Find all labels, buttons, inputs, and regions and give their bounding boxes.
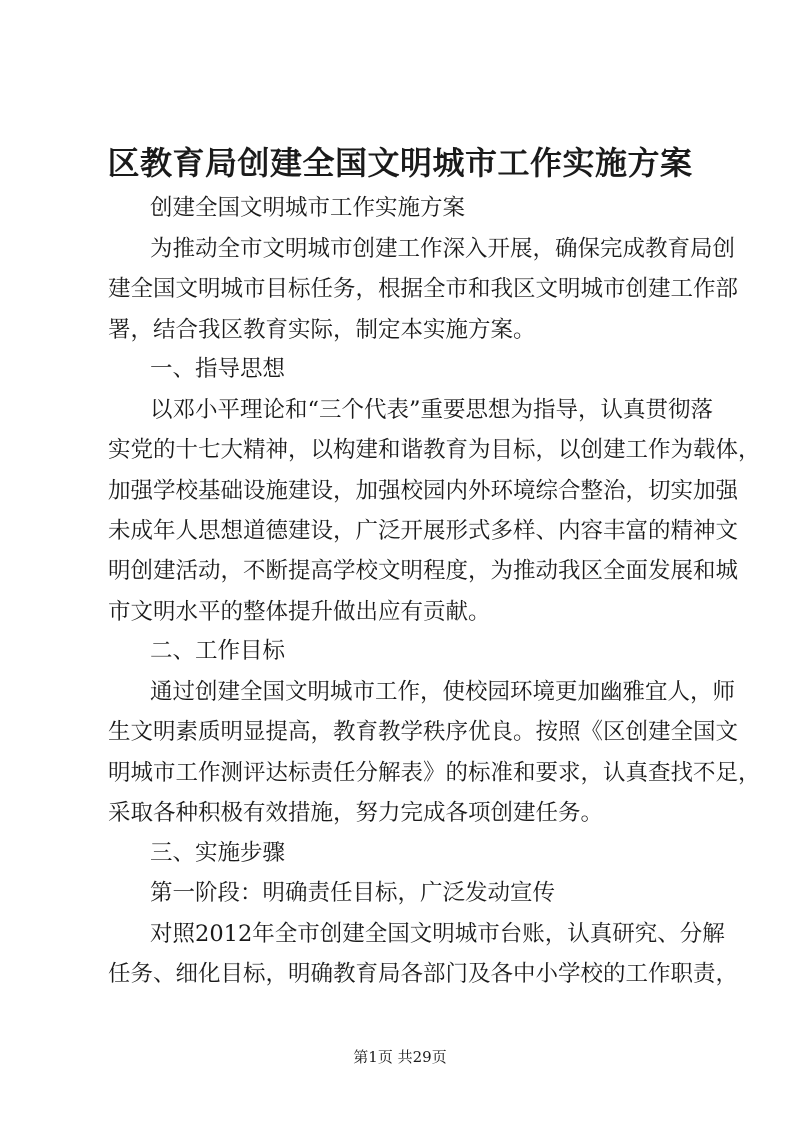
paragraph-line: 明创建活动，不断提高学校文明程度，为推动我区全面发展和城 bbox=[108, 558, 739, 584]
paragraph-line: 对照2012年全市创建全国文明城市台账，认真研究、分解 bbox=[150, 921, 725, 947]
paragraph-line: 署，结合我区教育实际，制定本实施方案。 bbox=[108, 317, 536, 343]
paragraph-line: 任务、细化目标，明确教育局各部门及各中小学校的工作职责， bbox=[108, 961, 739, 987]
paragraph-line: 市文明水平的整体提升做出应有贡献。 bbox=[108, 599, 491, 625]
subsection-heading: 第一阶段：明确责任目标，广泛发动宣传 bbox=[150, 880, 556, 906]
paragraph-line: 采取各种积极有效措施，努力完成各项创建任务。 bbox=[108, 800, 604, 826]
paragraph-line: 明城市工作测评达标责任分解表》的标准和要求，认真查找不足， bbox=[108, 760, 761, 786]
paragraph-line: 生文明素质明显提高，教育教学秩序优良。按照《区创建全国文 bbox=[108, 719, 739, 745]
paragraph-line: 加强学校基础设施建设，加强校园内外环境综合整治，切实加强 bbox=[108, 478, 739, 504]
document-title: 区教育局创建全国文明城市工作实施方案 bbox=[107, 144, 693, 182]
section-heading: 一、指导思想 bbox=[150, 356, 286, 382]
paragraph-line: 建全国文明城市目标任务，根据全市和我区文明城市创建工作部 bbox=[108, 276, 739, 302]
subtitle-line: 创建全国文明城市工作实施方案 bbox=[150, 195, 466, 221]
paragraph-line: 实党的十七大精神，以构建和谐教育为目标，以创建工作为载体， bbox=[108, 437, 761, 463]
page-number-footer: 第1页 共29页 bbox=[353, 1048, 447, 1066]
paragraph-line: 以邓小平理论和“三个代表”重要思想为指导，认真贯彻落 bbox=[150, 397, 714, 423]
section-heading: 二、工作目标 bbox=[150, 638, 286, 664]
section-heading: 三、实施步骤 bbox=[150, 840, 286, 866]
paragraph-line: 为推动全市文明城市创建工作深入开展，确保完成教育局创 bbox=[150, 236, 736, 262]
paragraph-line: 通过创建全国文明城市工作，使校园环境更加幽雅宜人，师 bbox=[150, 679, 736, 705]
paragraph-line: 未成年人思想道德建设，广泛开展形式多样、内容丰富的精神文 bbox=[108, 518, 739, 544]
